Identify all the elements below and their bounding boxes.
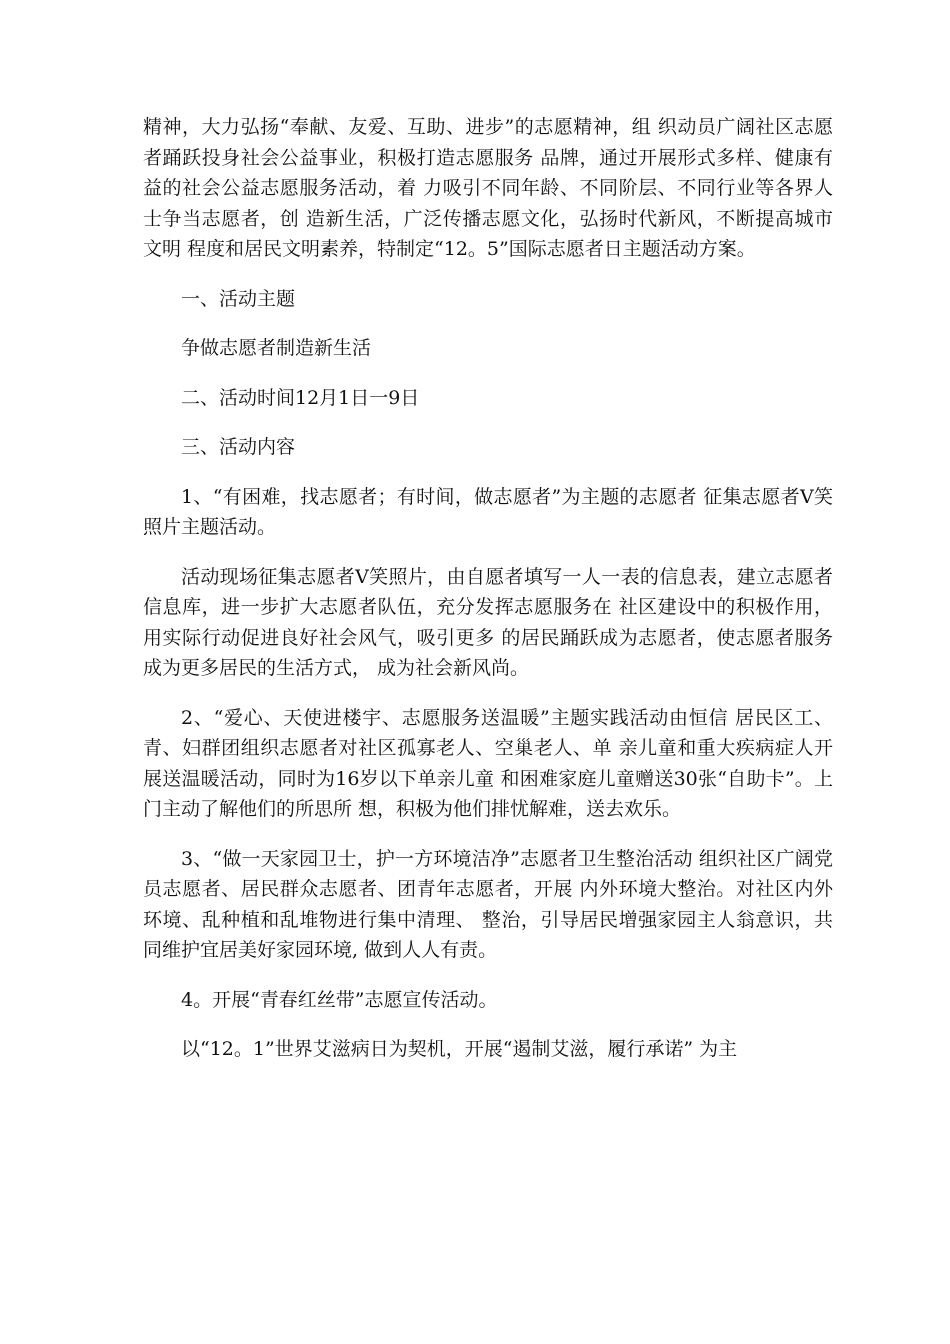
theme-text: 争做志愿者制造新生活 [181, 337, 372, 359]
content-item-1-detail: 活动现场征集志愿者V笑照片，由自愿者填写一人一表的信息表，建立志愿者信息库，进一步扩大志愿者队伍，充分发挥志愿服务在 社区建设中的积极作用，用实际行动促进良好社会风气，吸引更多 的居民踊跃成为志愿者，使志愿者服务成为更多居民的生活方式， 成为社会新风尚。 [143, 565, 833, 679]
section-heading-content: 三、活动内容 [181, 436, 296, 458]
content-item-4: 4。开展“青春红丝带”志愿宣传活动。 [181, 988, 498, 1011]
content-item-3: 3、“做一天家园卫士，护一方环境洁净”志愿者卫生整治活动 组织社区广阔党员志愿者、居民群众志愿者、团青年志愿者，开展 内外环境大整治。对社区内外环境、乱种植和乱堆物进行集中清理、 整治，引导居民增强家园主人翁意识，共同维护宜居美好家园环境, 做到人人有责。 [143, 847, 833, 961]
intro-paragraph: 精神，大力弘扬“奉献、友爱、互助、进步”的志愿精神，组 织动员广阔社区志愿者踊跃投身社会公益事业，积极打造志愿服务 品牌，通过开展形式多样、健康有益的社会公益志愿服务活动，着 力吸引不同年龄、不同阶层、不同行业等各界人士争当志愿者，创 造新生活，广泛传播志愿文化，弘扬时代新风，不断提高城市文明 程度和居民文明素养，特制定“12。5”国际志愿者日主题活动方案。 [143, 116, 833, 260]
section-heading-theme: 一、活动主题 [181, 287, 296, 310]
content-item-2: 2、“爱心、天使进楼宇、志愿服务送温暖”主题实践活动由恒信 居民区工、青、妇群团组织志愿者对社区孤寡老人、空巢老人、单 亲儿童和重大疾病症人开展送温暖活动，同时为16岁以下单亲儿童 和困难家庭儿童赠送30张“自助卡”。上门主动了解他们的所思所 想，积极为他们排忧解难，送去欢乐。 [143, 706, 833, 820]
section-heading-time: 二、活动时间12月1日一9日 [181, 386, 420, 409]
document-page [143, 112, 833, 1084]
content-item-4-detail: 以“12。1”世界艾滋病日为契机，开展“遏制艾滋，履行承诺” 为主 [181, 1038, 738, 1060]
content-item-1: 1、“有困难，找志愿者；有时间，做志愿者”为主题的志愿者 征集志愿者V笑照片主题活动。 [143, 485, 833, 538]
